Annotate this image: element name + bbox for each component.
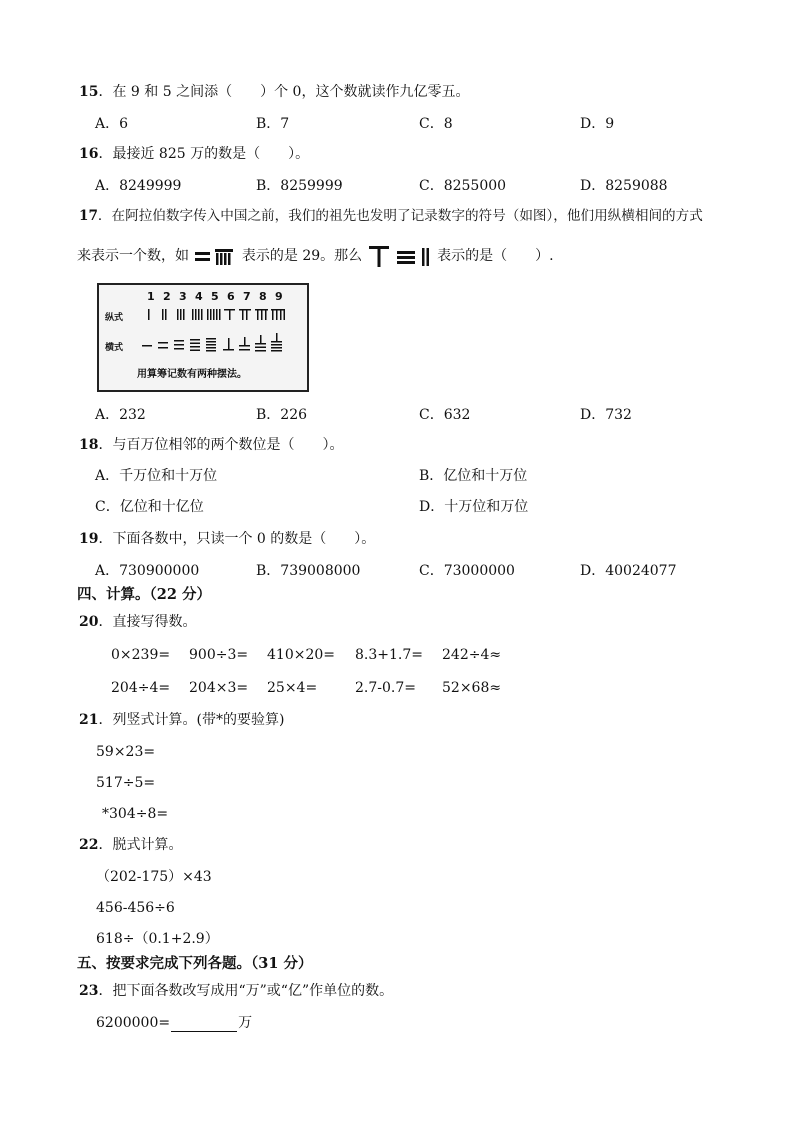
q18-option-d[interactable]: D．十万位和万位	[419, 499, 529, 515]
q19-number: 19	[79, 531, 99, 547]
rod-digit-5: 5	[211, 290, 219, 303]
q20-text: ．直接写得数。	[98, 614, 197, 630]
q19-text: ．下面各数中，只读一个 0 的数是（ ）。	[98, 531, 376, 547]
q18-number: 18	[79, 437, 99, 453]
rod-figure-caption: 用算筹记数有两种摆法。	[137, 369, 247, 380]
q18-option-a[interactable]: A．千万位和十万位	[95, 468, 218, 484]
q20-number: 20	[79, 614, 99, 630]
rod-digit-2: 2	[163, 290, 171, 303]
q20-item-10: 52×68≈	[442, 680, 502, 696]
q16-stem	[79, 145, 309, 163]
rod-digit-6: 6	[227, 290, 235, 303]
q21-item-3: *304÷8=	[102, 806, 169, 822]
rod-row-label-horizontal: 横式	[105, 343, 124, 353]
q18-option-b[interactable]: B．亿位和十万位	[419, 468, 528, 484]
q20-item-3: 410×20=	[267, 647, 335, 663]
q18-stem	[79, 436, 343, 454]
rod-horizontal-row	[142, 333, 282, 352]
q20-item-9: 2.7-0.7=	[355, 680, 416, 696]
q22-text: ．脱式计算。	[98, 837, 183, 853]
q23-item-1	[96, 1014, 252, 1032]
q21-text: ．列竖式计算。(带*的要验算)	[98, 712, 285, 728]
q22-item-3: 618÷（0.1+2.9）	[96, 931, 219, 947]
counting-rod-figure	[97, 283, 309, 392]
q20-item-2: 900÷3=	[189, 647, 249, 663]
q18-option-c[interactable]: C．亿位和十亿位	[95, 499, 204, 515]
rod-digit-8: 8	[259, 290, 267, 303]
rod-row-label-vertical: 纵式	[105, 313, 124, 323]
counting-rod-table	[99, 285, 307, 390]
q17-option-c[interactable]: C．632	[419, 407, 471, 423]
q19-option-b[interactable]: B．739008000	[256, 563, 361, 579]
q17-text-2a: 来表示一个数，如	[77, 248, 189, 264]
q20-stem	[79, 613, 196, 631]
q17-text-2b: 表示的是 29。那么	[241, 248, 363, 264]
section-4-title: 四、计算。（22 分）	[77, 586, 211, 603]
rod-digit-4: 4	[195, 290, 203, 303]
q23-item-1-unit: 万	[238, 1015, 253, 1031]
q16-text: ．最接近 825 万的数是（ ）。	[98, 146, 310, 162]
q22-item-1: （202-175）×43	[96, 869, 212, 885]
rod-digit-7: 7	[243, 290, 251, 303]
q20-item-6: 204÷4=	[111, 680, 171, 696]
q21-item-2: 517÷5=	[96, 775, 156, 791]
rod-vertical-row	[148, 309, 285, 320]
q23-answer-blank[interactable]	[171, 1017, 237, 1032]
q20-item-5: 242÷4≈	[442, 647, 502, 663]
counting-rod-29-icon	[193, 245, 237, 267]
q16-option-d[interactable]: D．8259088	[580, 178, 668, 194]
q16-option-c[interactable]: C．8255000	[419, 178, 507, 194]
q17-text-1: ．在阿拉伯数字传入中国之前，我们的祖先也发明了记录数字的符号（如图），他们用纵横相间的方式	[97, 208, 703, 224]
q21-number: 21	[79, 712, 99, 728]
q20-item-7: 204×3=	[189, 680, 249, 696]
q17-number: 17	[79, 208, 98, 224]
rod-digit-1: 1	[147, 290, 155, 303]
q19-option-a[interactable]: A．730900000	[95, 563, 200, 579]
rod-digit-9: 9	[275, 290, 283, 303]
q16-option-a[interactable]: A．8249999	[95, 178, 182, 194]
counting-rod-question-icon	[367, 243, 433, 269]
q20-item-8: 25×4=	[267, 680, 318, 696]
q20-item-1: 0×239=	[111, 647, 171, 663]
q18-text: ．与百万位相邻的两个数位是（ ）。	[98, 437, 344, 453]
q17-option-b[interactable]: B．226	[256, 407, 308, 423]
q16-number: 16	[79, 146, 99, 162]
q23-item-1-left: 6200000=	[96, 1015, 171, 1031]
q20-item-4: 8.3+1.7=	[355, 647, 423, 663]
q23-text: ．把下面各数改写成用“万”或“亿”作单位的数。	[98, 983, 394, 999]
q19-option-d[interactable]: D．40024077	[580, 563, 677, 579]
q17-text-2c: 表示的是（ ）.	[437, 248, 554, 264]
q16-option-b[interactable]: B．8259999	[256, 178, 343, 194]
q21-stem	[79, 711, 284, 729]
rod-digit-3: 3	[179, 290, 187, 303]
q21-item-1: 59×23=	[96, 744, 156, 760]
q17-option-a[interactable]: A．232	[95, 407, 146, 423]
q22-stem	[79, 836, 182, 854]
q23-stem	[79, 982, 393, 1000]
q17-stem-line1	[79, 207, 703, 225]
q19-stem	[79, 530, 375, 548]
q15-stem	[79, 83, 469, 101]
q19-option-c[interactable]: C．73000000	[419, 563, 515, 579]
q17-option-d[interactable]: D．732	[580, 407, 632, 423]
q15-option-b[interactable]: B．7	[256, 116, 290, 132]
q15-text: ．在 9 和 5 之间添（ ）个 0，这个数就读作九亿零五。	[98, 84, 470, 100]
q15-option-a[interactable]: A．6	[95, 116, 129, 132]
q23-number: 23	[79, 983, 99, 999]
q22-item-2: 456-456÷6	[96, 900, 175, 916]
section-5-title: 五、按要求完成下列各题。（31 分）	[77, 955, 313, 972]
q15-number: 15	[79, 84, 99, 100]
q22-number: 22	[79, 837, 99, 853]
q17-stem-line2	[77, 243, 554, 269]
q15-option-c[interactable]: C．8	[419, 116, 453, 132]
q15-option-d[interactable]: D．9	[580, 116, 615, 132]
